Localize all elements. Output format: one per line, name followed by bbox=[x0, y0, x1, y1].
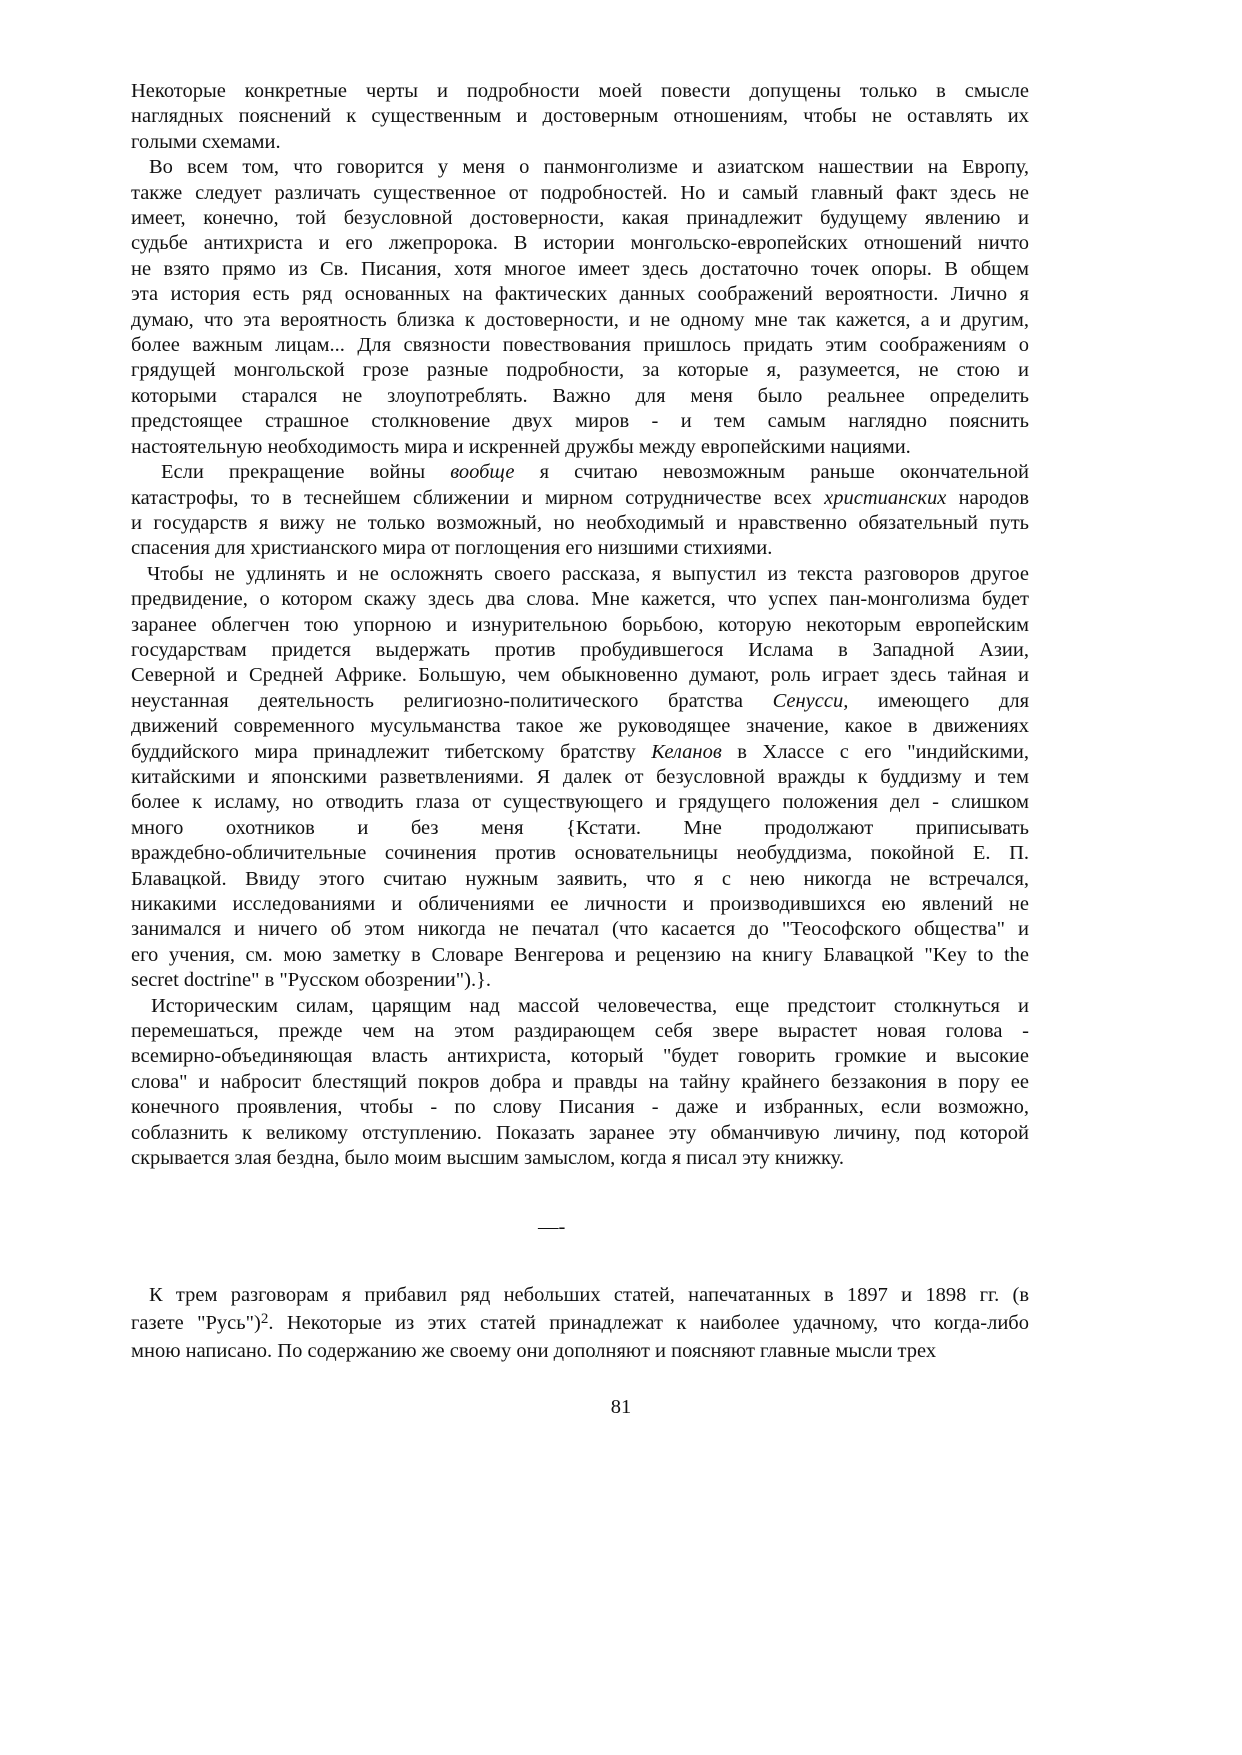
text-line bbox=[131, 689, 1029, 714]
text-run: катастрофы, то в теснейшем сближении и мирном сотрудничестве всех bbox=[131, 486, 825, 509]
text-run: государствам придется выдержать против пробудившегося Ислама в Западной Азии, bbox=[131, 638, 1029, 661]
text-run: соблазнить к великому отступлению. Показать заранее эту обманчивую личину, под которой bbox=[131, 1121, 1029, 1144]
italic-term: вообще bbox=[450, 461, 515, 484]
text-line bbox=[131, 587, 1029, 612]
closing-text bbox=[131, 1281, 1029, 1365]
paragraph bbox=[131, 562, 1029, 994]
text-line bbox=[131, 790, 1029, 815]
text-line bbox=[131, 1309, 1029, 1337]
text-line bbox=[131, 917, 1029, 942]
text-line bbox=[131, 613, 1029, 638]
text-run: всемирно-объединяющая власть антихриста, который "будет говорить громкие и высокие bbox=[131, 1045, 1029, 1068]
text-line bbox=[131, 308, 1029, 333]
text-line bbox=[131, 257, 1029, 282]
section-separator bbox=[131, 1171, 1029, 1271]
italic-term: Келанов bbox=[651, 740, 722, 763]
text-run: его учения, см. мою заметку в Словаре Венгерова и рецензию на книгу Блавацкой "Key to the bbox=[131, 943, 1029, 966]
italic-term: христианских bbox=[824, 486, 947, 509]
text-line bbox=[131, 714, 1029, 739]
text-line bbox=[131, 841, 1029, 866]
text-line bbox=[131, 79, 1029, 104]
text-line bbox=[131, 333, 1029, 358]
text-run: secret doctrine" в "Русском обозрении").}. bbox=[131, 969, 492, 992]
text-run: также следует различать существенное от подробностей. Но и самый главный факт здесь не bbox=[131, 181, 1029, 204]
footnote-ref: 2 bbox=[260, 1311, 269, 1328]
text-run: и государств я вижу не только возможный, но необходимый и нравственно обязательный путь bbox=[131, 511, 1029, 534]
text-line bbox=[131, 435, 1029, 460]
text-line bbox=[131, 1337, 1029, 1365]
text-run: голыми схемами. bbox=[131, 130, 281, 153]
text-run: грядущей монгольской грозе разные подробности, за которые я, разумеется, не стою и bbox=[131, 359, 1029, 382]
text-run: неустанная деятельность религиозно-политического братства bbox=[131, 689, 773, 712]
text-line bbox=[131, 384, 1029, 409]
page-number: 81 bbox=[610, 1396, 632, 1418]
text-line bbox=[131, 181, 1029, 206]
text-run: К трем разговорам я прибавил ряд небольших статей, напечатанных в 1897 и 1898 гг. (в bbox=[149, 1284, 1029, 1307]
text-run: перемешаться, прежде чем на этом раздирающем себя звере вырастет новая голова - bbox=[131, 1020, 1029, 1043]
text-line bbox=[131, 562, 1029, 587]
text-line bbox=[131, 1044, 1029, 1069]
text-run: газете "Русь") bbox=[131, 1312, 261, 1335]
text-line bbox=[131, 409, 1029, 434]
text-run: заранее облегчен тою упорною и изнурительною борьбою, которую некоторым европейским bbox=[131, 613, 1029, 636]
text-run: предвидение, о котором скажу здесь два слова. Мне кажется, что успех пан-монголизма будет bbox=[131, 588, 1029, 611]
paragraph bbox=[131, 1281, 1029, 1365]
text-run: занимался и ничего об этом никогда не печатал (что касается до "Теософского общества" и bbox=[131, 918, 1029, 941]
text-line bbox=[131, 1281, 1029, 1309]
text-line bbox=[131, 1019, 1029, 1044]
text-run: китайскими и японскими разветвлениями. Я далек от безусловной вражды к буддизму и тем bbox=[131, 765, 1029, 788]
body-text bbox=[131, 79, 1029, 1171]
paragraph bbox=[131, 79, 1029, 155]
text-line bbox=[131, 663, 1029, 688]
text-run: эта история есть ряд основанных на фактических данных соображений вероятности. Лично я bbox=[131, 283, 1029, 306]
text-run: движений современного мусульманства такое же руководящее значение, какое в движениях bbox=[131, 715, 1029, 738]
text-line bbox=[131, 1095, 1029, 1120]
text-line bbox=[131, 130, 1029, 155]
text-run: более к исламу, но отводить глаза от существующего и грядущего положения дел - слишком bbox=[131, 791, 1029, 814]
text-line bbox=[131, 282, 1029, 307]
text-run: думаю, что эта вероятность близка к достоверности, и не одному мне так кажется, а и другим, bbox=[131, 308, 1029, 331]
text-run: конечного проявления, чтобы - по слову Писания - даже и избранных, если возможно, bbox=[131, 1096, 1029, 1119]
document-page bbox=[131, 79, 1029, 1365]
text-line bbox=[131, 358, 1029, 383]
text-run: предстоящее страшное столкновение двух миров - и тем самым наглядно пояснить bbox=[131, 410, 1029, 433]
paragraph bbox=[131, 994, 1029, 1172]
paragraph bbox=[131, 460, 1029, 562]
text-run: народов bbox=[946, 486, 1029, 509]
text-run: Блавацкой. Ввиду этого считаю нужным заявить, что я с нею никогда не встречался, bbox=[131, 867, 1029, 890]
text-line bbox=[131, 155, 1029, 180]
text-line bbox=[131, 460, 1029, 485]
text-run: имеет, конечно, той безусловной достоверности, какая принадлежит будущему явлению и bbox=[131, 207, 1029, 230]
text-line bbox=[131, 511, 1029, 536]
text-line bbox=[131, 943, 1029, 968]
text-run: враждебно-обличительные сочинения против основательницы необуддизма, покойной Е. П. bbox=[131, 842, 1029, 865]
text-line bbox=[131, 740, 1029, 765]
text-run: спасения для христианского мира от поглощения его низшими стихиями. bbox=[131, 537, 773, 560]
text-run: мною написано. По содержанию же своему они дополняют и поясняют главные мысли трех bbox=[131, 1340, 937, 1363]
italic-term: Сенусси, bbox=[772, 689, 849, 712]
text-run: никакими исследованиями и обличениями ее личности и производившихся ею явлений не bbox=[131, 893, 1029, 915]
text-line bbox=[131, 867, 1029, 892]
text-line bbox=[131, 206, 1029, 231]
text-line bbox=[131, 1146, 1029, 1171]
text-line bbox=[131, 536, 1029, 561]
text-run: в Хлассе с его "индийскими, bbox=[721, 740, 1029, 763]
text-run: наглядных пояснений к существенным и достоверным отношениям, чтобы не оставлять их bbox=[131, 105, 1029, 128]
text-line bbox=[131, 1121, 1029, 1146]
text-run: много охотников и без меня {Кстати. Мне продолжают приписывать bbox=[131, 816, 1029, 839]
text-run: скрывается злая бездна, было моим высшим замыслом, когда я писал эту книжку. bbox=[131, 1147, 844, 1170]
text-run: имеющего для bbox=[848, 689, 1029, 712]
text-line bbox=[131, 231, 1029, 256]
text-run: судьбе антихриста и его лжепророка. В истории монгольско-европейских отношений ничто bbox=[131, 232, 1029, 255]
text-run: Северной и Средней Африке. Большую, чем обыкновенно думают, роль играет здесь тайная и bbox=[131, 664, 1029, 687]
text-line bbox=[131, 994, 1029, 1019]
text-run: я считаю невозможным раньше окончательной bbox=[514, 461, 1029, 484]
text-line bbox=[131, 1070, 1029, 1095]
text-run: Если прекращение войны bbox=[161, 461, 451, 484]
text-line bbox=[131, 486, 1029, 511]
text-line bbox=[131, 765, 1029, 790]
text-run: которыми старался не злоупотреблять. Важно для меня было реальнее определить bbox=[131, 384, 1029, 407]
text-run: Некоторые конкретные черты и подробности моей повести допущены только в смысле bbox=[131, 80, 1029, 102]
separator-mark: —- bbox=[538, 1216, 566, 1239]
text-run: более важным лицам... Для связности повествования пришлось придать этим соображениям о bbox=[131, 334, 1029, 357]
text-line bbox=[131, 638, 1029, 663]
text-run: не взято прямо из Св. Писания, хотя многое имеет здесь достаточно точек опоры. В общем bbox=[131, 257, 1029, 280]
text-run: . Некоторые из этих статей принадлежат к наиболее удачному, что когда-либо bbox=[268, 1312, 1029, 1335]
paragraph bbox=[131, 155, 1029, 460]
text-line bbox=[131, 968, 1029, 993]
text-run: настоятельную необходимость мира и искренней дружбы между европейскими нациями. bbox=[131, 435, 911, 458]
text-line bbox=[131, 104, 1029, 129]
text-run: слова" и набросит блестящий покров добра и правды на тайну крайнего беззакония в пору ее bbox=[131, 1070, 1029, 1093]
text-line bbox=[131, 816, 1029, 841]
text-run: Чтобы не удлинять и не осложнять своего рассказа, я выпустил из текста разговоров другое bbox=[147, 562, 1029, 585]
text-line bbox=[131, 892, 1029, 917]
text-run: Историческим силам, царящим над массой человечества, еще предстоит столкнуться и bbox=[151, 994, 1029, 1017]
text-run: буддийского мира принадлежит тибетскому братству bbox=[131, 740, 652, 763]
text-run: Во всем том, что говорится у меня о панмонголизме и азиатском нашествии на Европу, bbox=[149, 156, 1029, 179]
